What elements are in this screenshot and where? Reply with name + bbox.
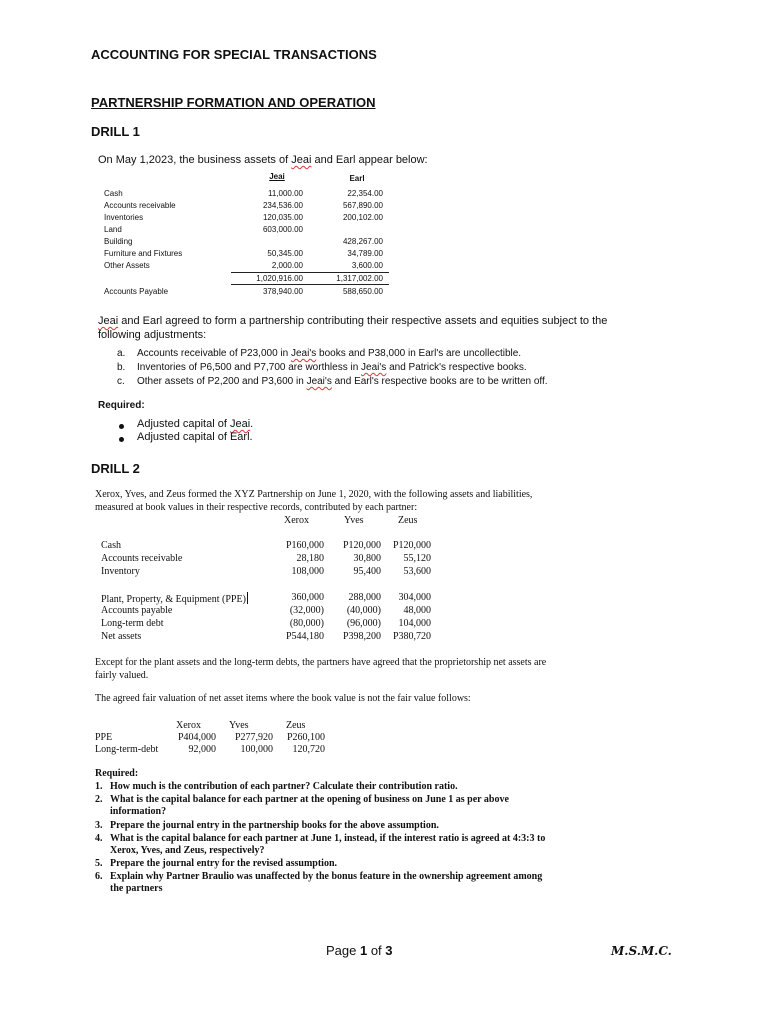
adjustment-pre: Accounts receivable of P23,000 in [137,348,291,359]
list-item [137,348,521,359]
required-name: Jeai [229,418,251,430]
table-cell: 100,000 [240,744,273,755]
list-marker: a. [117,348,126,359]
table-cell-earl: 34,789.00 [347,249,383,258]
table-cell: (96,000) [346,618,381,629]
table-row-label: Furniture and Fixtures [104,249,183,258]
document-title: ACCOUNTING FOR SPECIAL TRANSACTIONS [91,47,377,62]
col-header-zeus: Zeus [398,515,418,526]
drill1-title: DRILL 1 [91,124,140,139]
agreement-rest: and Earl agreed to form a partnership contributing their respective assets and equities subject to the [118,315,608,327]
table-row-label: Inventories [104,213,144,222]
table-cell: P260,100 [286,732,325,743]
table-cell: 48,000 [403,605,431,616]
drill1-intro-pre: On May 1,2023, the business assets of [98,154,292,166]
drill1-agreement-line2: following adjustments: [98,329,207,341]
table-row-label [101,592,248,605]
drill2-except-line1: Except for the plant assets and the long-term debts, the partners have agreed that the proprietorship net assets are [95,657,547,668]
list-item-continued: the partners [110,883,163,894]
adjustment-post: and Patrick's respective books. [386,362,527,373]
table-row-label: Inventory [101,566,140,577]
section-title: PARTNERSHIP FORMATION AND OPERATION [91,95,376,110]
table-cell: P398,200 [342,631,381,642]
bullet-icon [119,424,124,429]
table-cell: 95,400 [353,566,381,577]
table-cell: P544,180 [285,631,324,642]
list-item: What is the capital balance for each partner at the opening of business on June 1 as per above [110,794,509,805]
table-cell: 30,800 [353,553,381,564]
drill1-required-label: Required: [98,400,145,411]
col-header-yves: Yves [344,515,364,526]
list-marker: 4. [95,833,103,844]
list-item: Explain why Partner Braulio was unaffected by the bonus feature in the ownership agreement among [110,871,543,882]
table-row-label: Cash [104,189,123,198]
table-row-label: Accounts receivable [104,201,176,210]
table-cell: 53,600 [403,566,431,577]
table-rule [231,284,389,285]
table-cell-earl: 428,267.00 [342,237,383,246]
table-cell-jeai: 2,000.00 [271,261,303,270]
table-cell: 120,720 [292,744,325,755]
list-marker: 1. [95,781,103,792]
adjustment-pre: Other assets of P2,200 and P3,600 in [137,376,307,387]
table-cell: (32,000) [289,605,324,616]
list-item: What is the capital balance for each partner at June 1, instead, if the interest ratio is agreed at 4:3:3 to [110,833,546,844]
table-cell: P404,000 [177,732,216,743]
list-item [137,362,527,373]
list-item: Prepare the journal entry in the partnership books for the above assumption. [110,820,439,831]
adjustment-name: Jeai's [306,376,332,387]
table-cell-earl: 200,102.00 [342,213,383,222]
col-header-earl: Earl [349,174,365,183]
table-row-label: Long-term-debt [95,744,159,755]
drill2-intro-line1: Xerox, Yves, and Zeus formed the XYZ Partnership on June 1, 2020, with the following assets and liabilities, [95,489,533,500]
table-cell: (80,000) [289,618,324,629]
table-row-label: Accounts payable [101,605,173,616]
required-pre: Adjusted capital of Earl. [137,431,253,443]
table-cell: 360,000 [291,592,324,603]
table-row-label: Other Assets [104,261,150,270]
list-marker: 5. [95,858,103,869]
table-row-label: Building [104,237,133,246]
page-pre: Page [326,943,360,958]
col-header-zeus: Zeus [286,720,306,731]
table-row-label: Cash [101,540,121,551]
list-marker: c. [117,376,125,387]
table-cell: (40,000) [346,605,381,616]
adjustment-post: and Earl's respective books are to be written off. [331,376,548,387]
table-cell-jeai: 234,536.00 [262,201,303,210]
table-cell-earl: 3,600.00 [351,261,383,270]
table-cell: P160,000 [285,540,324,551]
table-cell: 55,120 [403,553,431,564]
table-total-jeai: 1,020,916.00 [256,274,303,283]
table-cell: 304,000 [398,592,431,603]
drill1-intro-name: Jeai [291,154,312,166]
drill2-except-line2: fairly valued. [95,670,149,681]
table-cell-jeai: 120,035.00 [262,213,303,222]
table-cell: 108,000 [291,566,324,577]
page-number [326,943,393,958]
required-post: . [250,418,254,430]
col-header-yves: Yves [229,720,249,731]
table-cell: P120,000 [392,540,431,551]
page-mid: of [367,943,386,958]
table-cell-earl: 588,650.00 [342,287,383,296]
page-current: 1 [359,943,368,958]
table-row-label: Accounts Payable [104,287,169,296]
list-marker: 2. [95,794,103,805]
table-cell-jeai: 603,000.00 [262,225,303,234]
table-cell-jeai: 11,000.00 [268,189,303,198]
table-cell: P277,920 [234,732,273,743]
table-row-label: PPE [95,732,113,743]
page-total: 3 [385,943,393,958]
required-item [137,418,253,430]
drill1-agreement-line1 [98,315,607,327]
table-rule [231,272,389,273]
ppe-label-text: Plant, Property, & Equipment (PPE) [101,594,246,605]
table-cell: 28,180 [296,553,324,564]
drill1-intro-post: and Earl appear below: [311,154,428,166]
agreement-name: Jeai [98,315,119,327]
col-header-xerox: Xerox [284,515,309,526]
bullet-icon [119,437,124,442]
table-cell: 288,000 [348,592,381,603]
drill2-required-label: Required: [95,768,139,779]
adjustment-pre: Inventories of P6,500 and P7,700 are worthless in [137,362,362,373]
drill2-intro-line2: measured at book values in their respective records, contributed by each partner: [95,502,418,513]
text-cursor [247,592,248,604]
table-row-label: Net assets [101,631,142,642]
list-item-continued: information? [110,806,167,817]
list-item [137,376,548,387]
table-cell-jeai: 50,345.00 [267,249,303,258]
table-cell-jeai: 378,940.00 [262,287,303,296]
table-row-label: Long-term debt [101,618,164,629]
drill1-intro [98,154,428,166]
table-cell-earl: 22,354.00 [347,189,383,198]
drill2-title: DRILL 2 [91,461,140,476]
drill2-agreed-text: The agreed fair valuation of net asset items where the book value is not the fair value follows: [95,693,471,704]
table-cell: 92,000 [188,744,216,755]
list-item-continued: Xerox, Yves, and Zeus, respectively? [110,845,265,856]
list-item: Prepare the journal entry for the revised assumption. [110,858,338,869]
table-total-earl: 1,317,002.00 [336,274,383,283]
author-signature: M.S.M.C. [611,944,672,958]
list-marker: b. [117,362,126,373]
table-row-label: Accounts receivable [101,553,183,564]
required-item [137,431,253,443]
table-cell: 104,000 [398,618,431,629]
list-item: How much is the contribution of each partner? Calculate their contribution ratio. [110,781,458,792]
adjustment-name: Jeai's [290,348,317,359]
col-header-xerox: Xerox [176,720,201,731]
adjustment-post: books and P38,000 in Earl's are uncollectible. [316,348,522,359]
list-marker: 6. [95,871,103,882]
list-marker: 3. [95,820,103,831]
adjustment-name: Jeai's [361,362,387,373]
table-cell: P120,000 [342,540,381,551]
col-header-jeai: Jeai [269,172,285,181]
table-cell: P380,720 [392,631,431,642]
table-row-label: Land [104,225,122,234]
table-cell-earl: 567,890.00 [342,201,383,210]
required-pre: Adjusted capital of [137,418,230,430]
